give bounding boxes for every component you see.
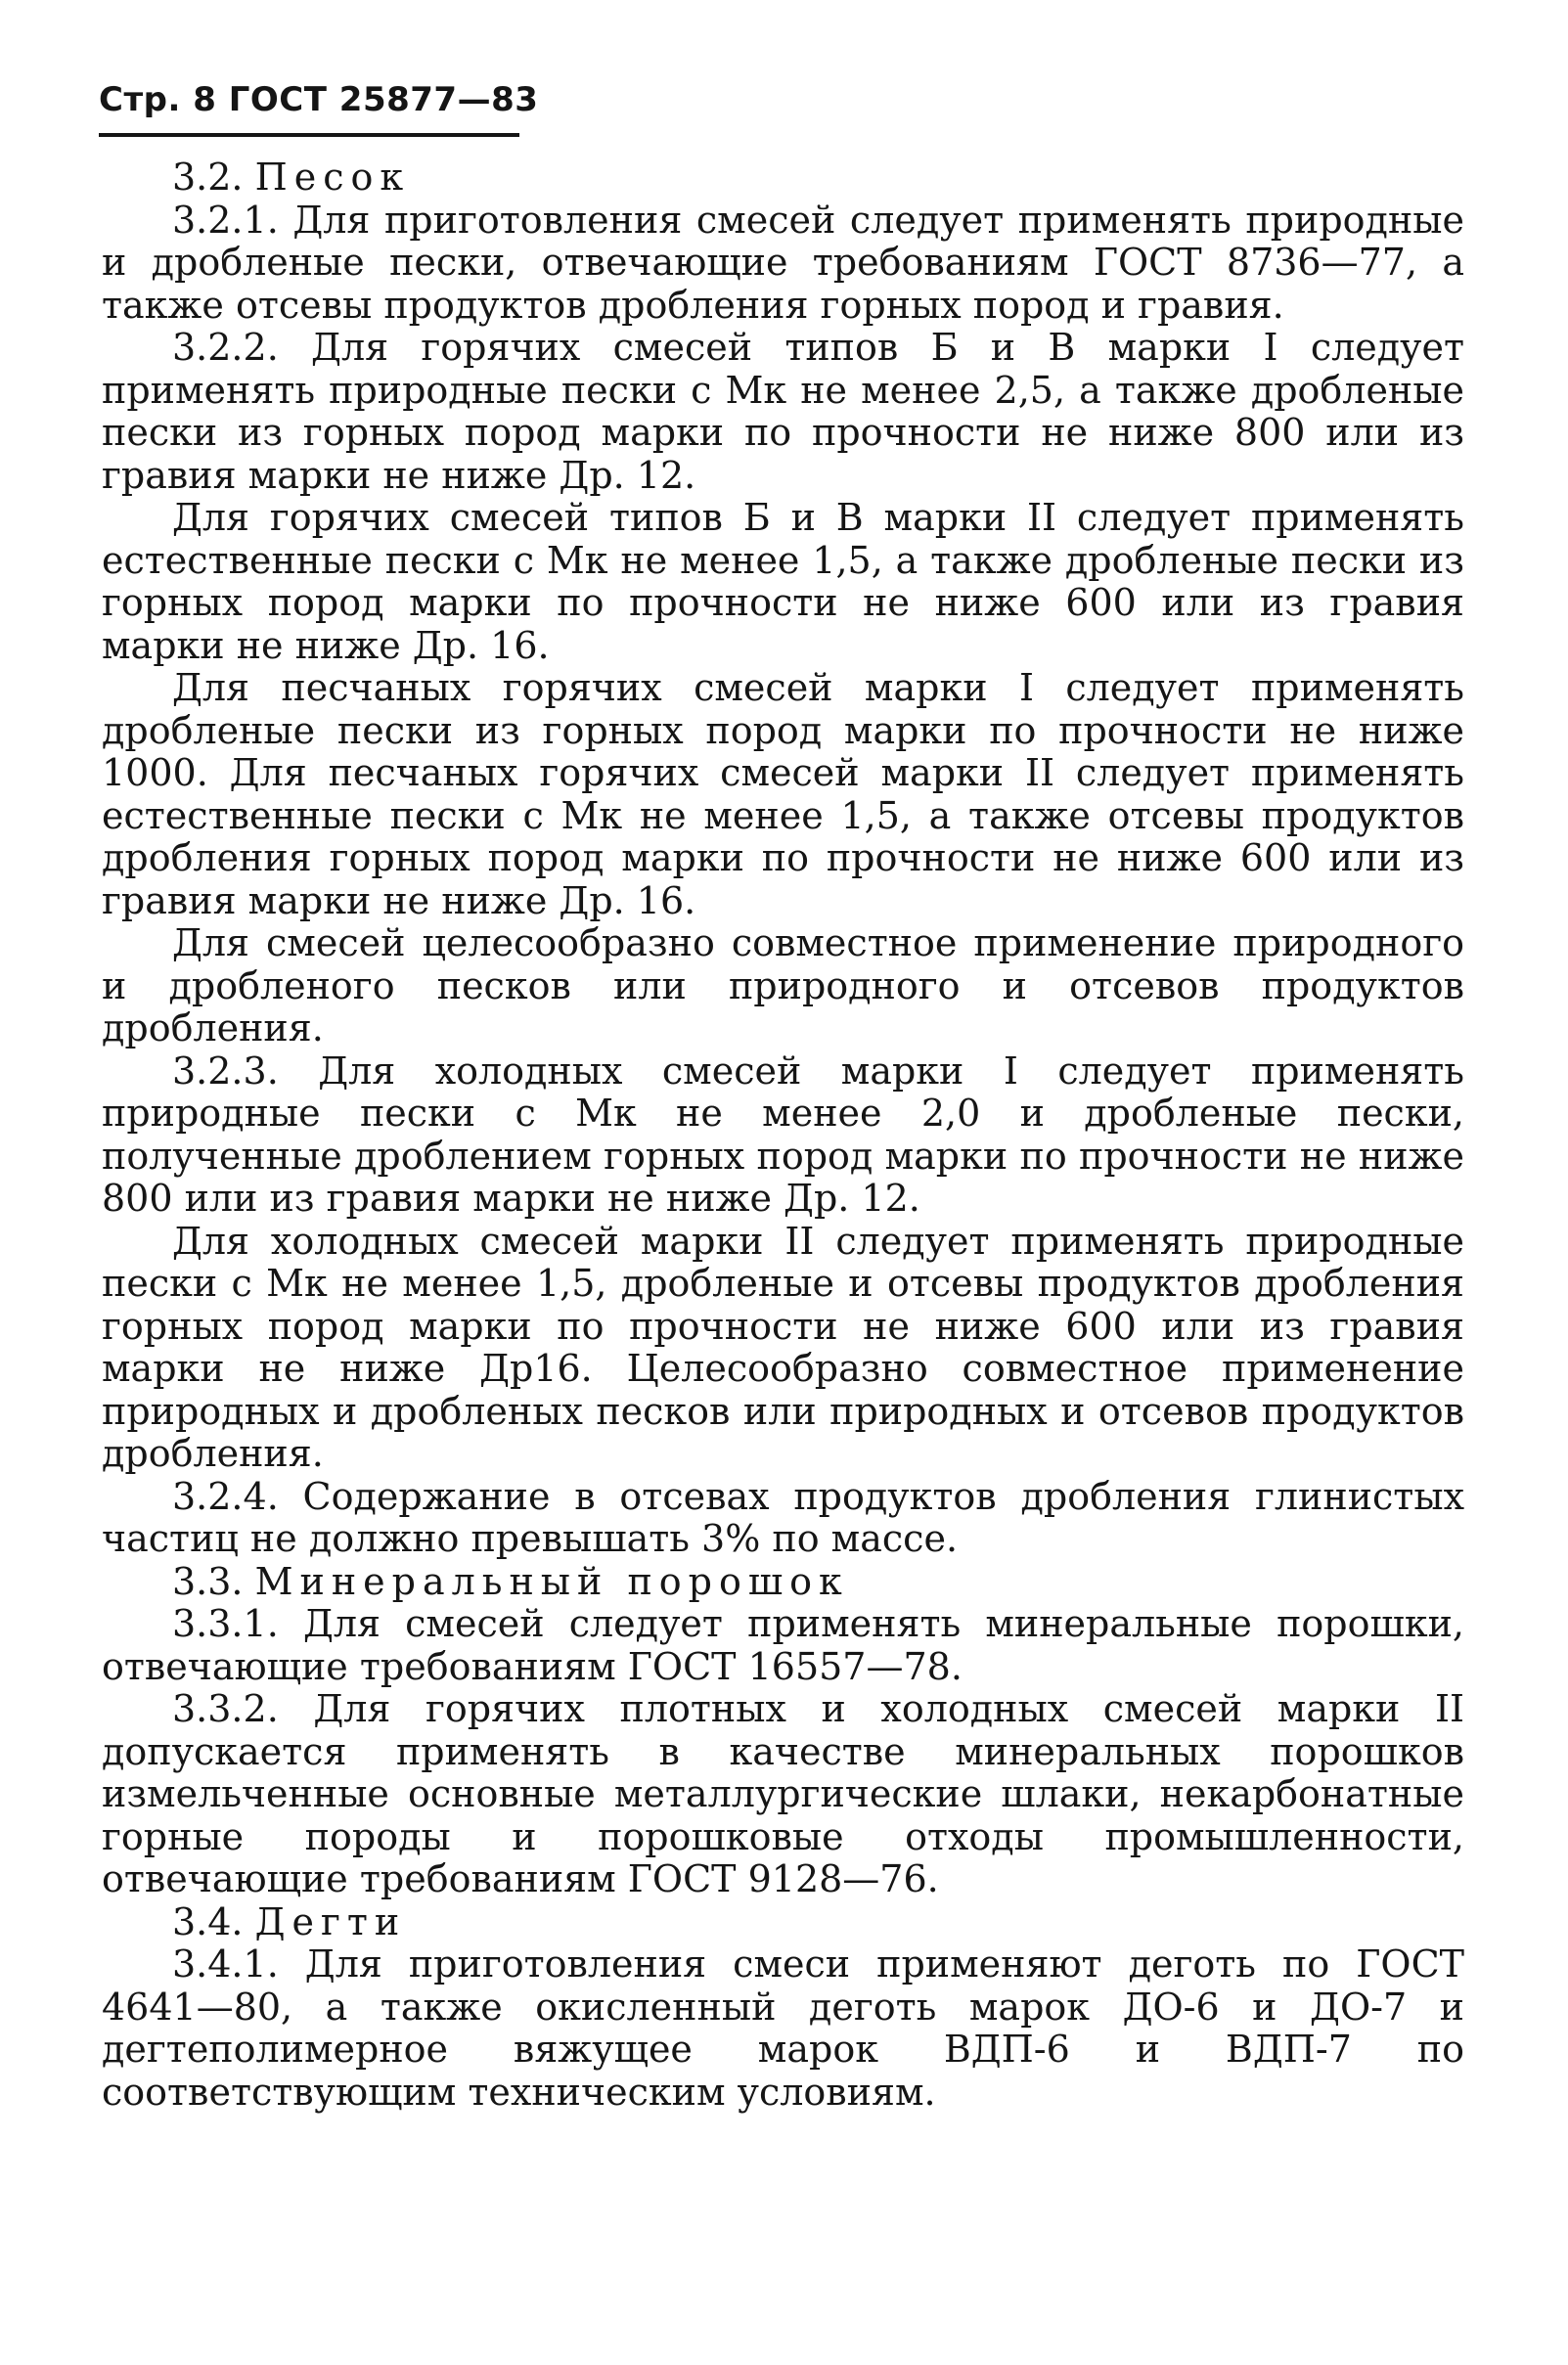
section-3-3-heading (102, 1561, 1464, 1604)
section-title: Песок (254, 156, 411, 199)
section-title: Минеральный порошок (254, 1559, 849, 1603)
section-title: Дегти (254, 1899, 407, 1943)
paragraph-3-3-1: 3.3.1. Для смесей следует применять минеральные порошки, отвечающие требованиям ГОСТ 16557—78. (102, 1602, 1464, 1688)
paragraph-3-2-4: 3.2.4. Содержание в отсевах продуктов дробления глинистых частиц не должно превышать 3% по массе. (102, 1474, 1464, 1560)
paragraph-3-2-3-b: Для холодных смесей марки II следует применять природные пески с Mк не менее 1,5, дробленые и отсевы продуктов дробления горных пород марки по прочности не ниже 600 или из гравия марки не ниже Др16. Целесообразно совместное применение природных и дробленых песков или природных и отсевов продуктов дробления. (102, 1219, 1464, 1475)
paragraph-3-4-1: 3.4.1. Для приготовления смеси применяют деготь по ГОСТ 4641—80, а также окисленный деготь марок ДО-6 и ДО-7 и дегтеполимерное вяжущее марок ВДП-6 и ВДП-7 по соответствующим техническим условиям. (102, 1942, 1464, 2114)
paragraph-3-2-1: 3.2.1. Для приготовления смесей следует применять природные и дробленые пески, отвечающие требованиям ГОСТ 8736—77, а также отсевы продуктов дробления горных пород и гравия. (102, 198, 1464, 327)
paragraph-3-3-2: 3.3.2. Для горячих плотных и холодных смесей марки II допускается применять в качестве минеральных порошков измельченные основные металлургические шлаки, некарбонатные горные породы и порошковые отходы промышленности, отвечающие требованиям ГОСТ 9128—76. (102, 1687, 1464, 1900)
section-3-2-heading (102, 156, 1464, 200)
section-3-4-heading (102, 1901, 1464, 1944)
page-header: Стр. 8 ГОСТ 25877—83 (99, 80, 539, 119)
section-number: 3.3. (172, 1559, 244, 1603)
paragraph-3-2-2-c: Для песчаных горячих смесей марки I следует применять дробленые пески из горных пород марки по прочности не ниже 1000. Для песчаных горячих смесей марки II следует применять естественные пески с Mк не менее 1,5, а также отсевы продуктов дробления горных пород марки по прочности не ниже 600 или из гравия марки не ниже Др. 16. (102, 666, 1464, 922)
section-number: 3.4. (172, 1899, 244, 1943)
header-divider (99, 133, 519, 137)
paragraph-3-2-2-d: Для смесей целесообразно совместное применение природного и дробленого песков или природного и отсевов продуктов дробления. (102, 921, 1464, 1049)
paragraph-3-2-2: 3.2.2. Для горячих смесей типов Б и В марки I следует применять природные пески с Mк не менее 2,5, а также дробленые пески из горных пород марки по прочности не ниже 800 или из гравия марки не ниже Др. 12. (102, 326, 1464, 497)
section-number: 3.2. (172, 156, 244, 199)
paragraph-3-2-2-b: Для горячих смесей типов Б и В марки II следует применять естественные пески с Mк не менее 1,5, а также дробленые пески из горных пород марки по прочности не ниже 600 или из гравия марки не ниже Др. 16. (102, 496, 1464, 667)
document-body (102, 156, 1464, 2114)
paragraph-3-2-3: 3.2.3. Для холодных смесей марки I следует применять природные пески с Mк не менее 2,0 и дробленые пески, полученные дроблением горных пород марки по прочности не ниже 800 или из гравия марки не ниже Др. 12. (102, 1049, 1464, 1220)
